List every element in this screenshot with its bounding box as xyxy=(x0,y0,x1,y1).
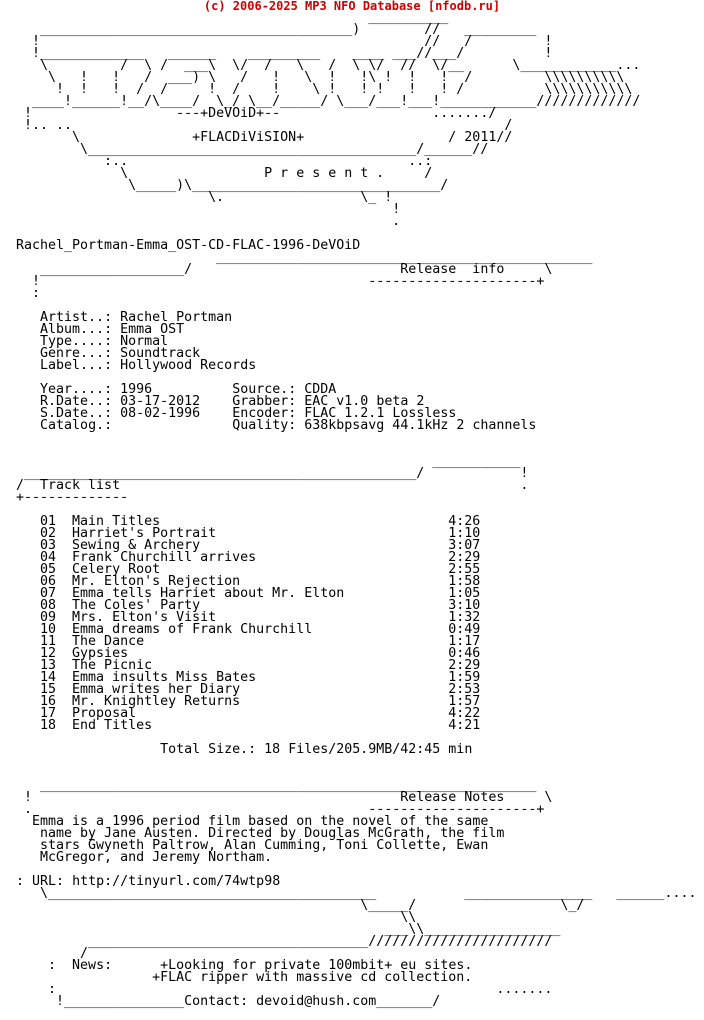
ascii-logo: __________ _______________________________________) // _________ ! // / ! !_____________ ______ _________ ____ ___//___/ ! \ / \ / ___\ \/ / \ / \ \/ // \/__ \____________... \ ! ! / ___) \ / ! \ ! !\ ! ! ! / \\\\\\\\\\ ! ! ! / / ! / ! \ ! ! ! ! ! / \\\\\\\\\\\ ____!______!__/\____/ \_/ \__/_____/ \___/___!___!____________///////////// ! ---+DeVOiD+-- ......./ !.. .. / \ +FLACDiViSION+ / 2011// \_________________________________________/______// :.. ..: \ P r e s e n t . / \_____)\_______________________________/ \. \_ ! ! . xyxy=(24,10,641,229)
catalog-label: Catalog.: xyxy=(40,418,113,433)
sdate-value: 08-02-1996 xyxy=(120,406,201,421)
genre-value: Soundtrack xyxy=(120,346,201,361)
total-size: Total Size.: 18 Files/205.9MB/42:45 min xyxy=(160,742,473,757)
genre-label: Genre...: xyxy=(40,346,113,361)
source-value: CDDA xyxy=(304,382,337,397)
source-label: Source.: xyxy=(232,382,297,397)
news-label: News: xyxy=(72,958,113,973)
encoder-value: FLAC 1.2.1 Lossless xyxy=(304,406,457,421)
type-value: Normal xyxy=(120,334,169,349)
label-value: Hollywood Records xyxy=(120,358,257,373)
bottom-box-art: \_________________________________________ ________________ ______.... \_____/ \_/ \\ ___\\_________________ ___________________________________/////////////////////// / xyxy=(40,886,697,961)
artist-label: Artist..: xyxy=(40,310,113,325)
url-label: : URL: xyxy=(16,874,65,889)
news-item-1: +Looking for private 100mbit+ eu sites. xyxy=(160,958,473,973)
artist-value: Rachel Portman xyxy=(120,310,233,325)
contact-prefix: !_______________Contact: xyxy=(16,994,257,1009)
release-notes-box: ______________________________________________________________ ! Release Notes \ . ---------------------+ xyxy=(24,778,553,817)
release-notes: Emma is a 1996 period film based on the novel of the same name by Jane Austen. Directed by Douglas McGrath, the film stars Gwyneth Paltrow, Alan Cumming, Toni Collette, Ewan McGregor, and Jeremy Northam. xyxy=(32,814,505,865)
encoder-label: Encoder: xyxy=(232,406,297,421)
track-list: 01 Main Titles 4:26 02 Harriet's Portrait 1:10 03 Sewing & Archery 3:07 04 Frank Churchill arrives 2:29 05 Celery Root 2:55 06 Mr. Elton's Rejection 1:58 07 Emma tells Harriet about Mr. Elton 1:05 08 The Coles' Party 3:10 09 Mrs. Elton's Visit 1:32 10 Emma dreams of Frank Churchill 0:49 11 The Dance 1:17 12 Gypsies 0:46 13 The Picnic 2:29 14 Emma insults Miss Bates 1:59 15 Emma writes her Diary 2:53 16 Mr. Knightley Returns 1:57 17 Proposal 4:22 18 End Titles 4:21 xyxy=(40,514,481,733)
quality-value: 638kbpsavg 44.1kHz 2 channels xyxy=(304,418,537,433)
grabber-value: EAC v1.0 beta 2 xyxy=(304,394,425,409)
release-name: Rachel_Portman-Emma_OST-CD-FLAC-1996-DeVOiD xyxy=(16,238,361,253)
track-list-box: ___________ _________________________________________________/ ! / Track list . +------------- xyxy=(16,454,529,505)
footer-dots: ....... xyxy=(56,982,553,997)
nfo-document: __________ _______________________________________) // _________ ! // / ! !_____________ ______ _________ ____ ___//___/ ! \ / \ / ___\ \/ / \ / \ \/ // \/__ \____________... \ ! ! / ___) \ / ! \ ! !\ ! ! ! / \\\\\\\\\\ ! ! ! / / ! / ! \ ! ! ! ! ! / \\\\\\\\\\\ ____!______!__/\____/ \_/ \__/_____/ \___/___!___!____________///////////// ! ---+DeVOiD+-- ......./ !.. .. / \ +FLACDiViSION+ / 2011// \_________________________________________/______// :.. ..: \ P r e s e n t . / \_____)\_______________________________/ \. \_ ! ! . Rachel_Portman-Emma_OST-CD-FLAC-1996-DeVOiD _______________________________________________ __________________/ Release info \ ! ---------------------+ : Artist..: Rachel Portman Album...: Emma OST Type....: Normal Genre...: Soundtrack Label...: Hollywood Records Year....: 1996 Source.: CDDA R.Date..: 03-17-2012 Grabber: EAC v1.0 beta 2 S.Date..: 08-02-1996 Encoder: FLAC 1.2.1 Lossless Catalog.: Quality: 638kbpsavg 44.1kHz 2 channels ___________ _________________________________________________/ ! / Track list . +------------- 01 Main Titles 4:26 02 Harriet's Portrait 1:10 03 Sewing & Archery 3:07 04 Frank Churchill arrives 2:29 05 Celery Root 2:55 06 Mr. Elton's Rejection 1:58 07 Emma tells Harriet about Mr. Elton 1:05 08 The Coles' Party 3:10 09 Mrs. Elton's Visit 1:32 10 Emma dreams of Frank Churchill 0:49 11 The Dance 1:17 12 Gypsies 0:46 13 The Picnic 2:29 14 Emma insults Miss Bates 1:59 15 Emma writes her Diary 2:53 16 Mr. Knightley Returns 1:57 17 Proposal 4:22 18 End Titles 4:21 Total Size.: 18 Files/205.9MB/42:45 min ______________________________________________________________ ! Release Notes \ . ---------------------+ Emma is a 1996 period film based on the novel of the same name by Jane Austen. Directed by Douglas McGrath, the film stars Gwyneth Paltrow, Alan Cumming, Toni Collette, Ewan McGregor, and Jeremy Northam. : URL: http://tinyurl.com/74wtp98 \_________________________________________ ________________ ______.... \_____/ \_/ \\ ___\\_________________ ___________________________________/////////////////////// / : News: +Looking for private 100mbit+ eu sites. +FLAC ripper with massive cd collection. : ....... !_______________Contact: devoid@hush.com_______/ xyxy=(16,10,697,1009)
album-value: Emma OST xyxy=(120,322,185,337)
rdate-label: R.Date..: xyxy=(40,394,113,409)
rdate-value: 03-17-2012 xyxy=(120,394,201,409)
contact-email[interactable]: devoid@hush.com xyxy=(256,994,377,1009)
contact-suffix: _______/ xyxy=(376,994,441,1009)
quality-label: Quality: xyxy=(232,418,297,433)
sdate-label: S.Date..: xyxy=(40,406,113,421)
news-item-2: +FLAC ripper with massive cd collection. xyxy=(152,970,473,985)
year-label: Year....: xyxy=(40,382,113,397)
url-link[interactable]: http://tinyurl.com/74wtp98 xyxy=(72,874,281,889)
type-label: Type....: xyxy=(40,334,113,349)
release-info-box: _______________________________________________ __________________/ Release info \ ! ---------------------+ : xyxy=(32,250,593,301)
label-label: Label...: xyxy=(40,358,113,373)
album-label: Album...: xyxy=(40,322,113,337)
grabber-label: Grabber: xyxy=(232,394,297,409)
site-header: (c) 2006-2025 MP3 NFO Database [nfodb.ru] xyxy=(203,0,501,13)
year-value: 1996 xyxy=(120,382,153,397)
